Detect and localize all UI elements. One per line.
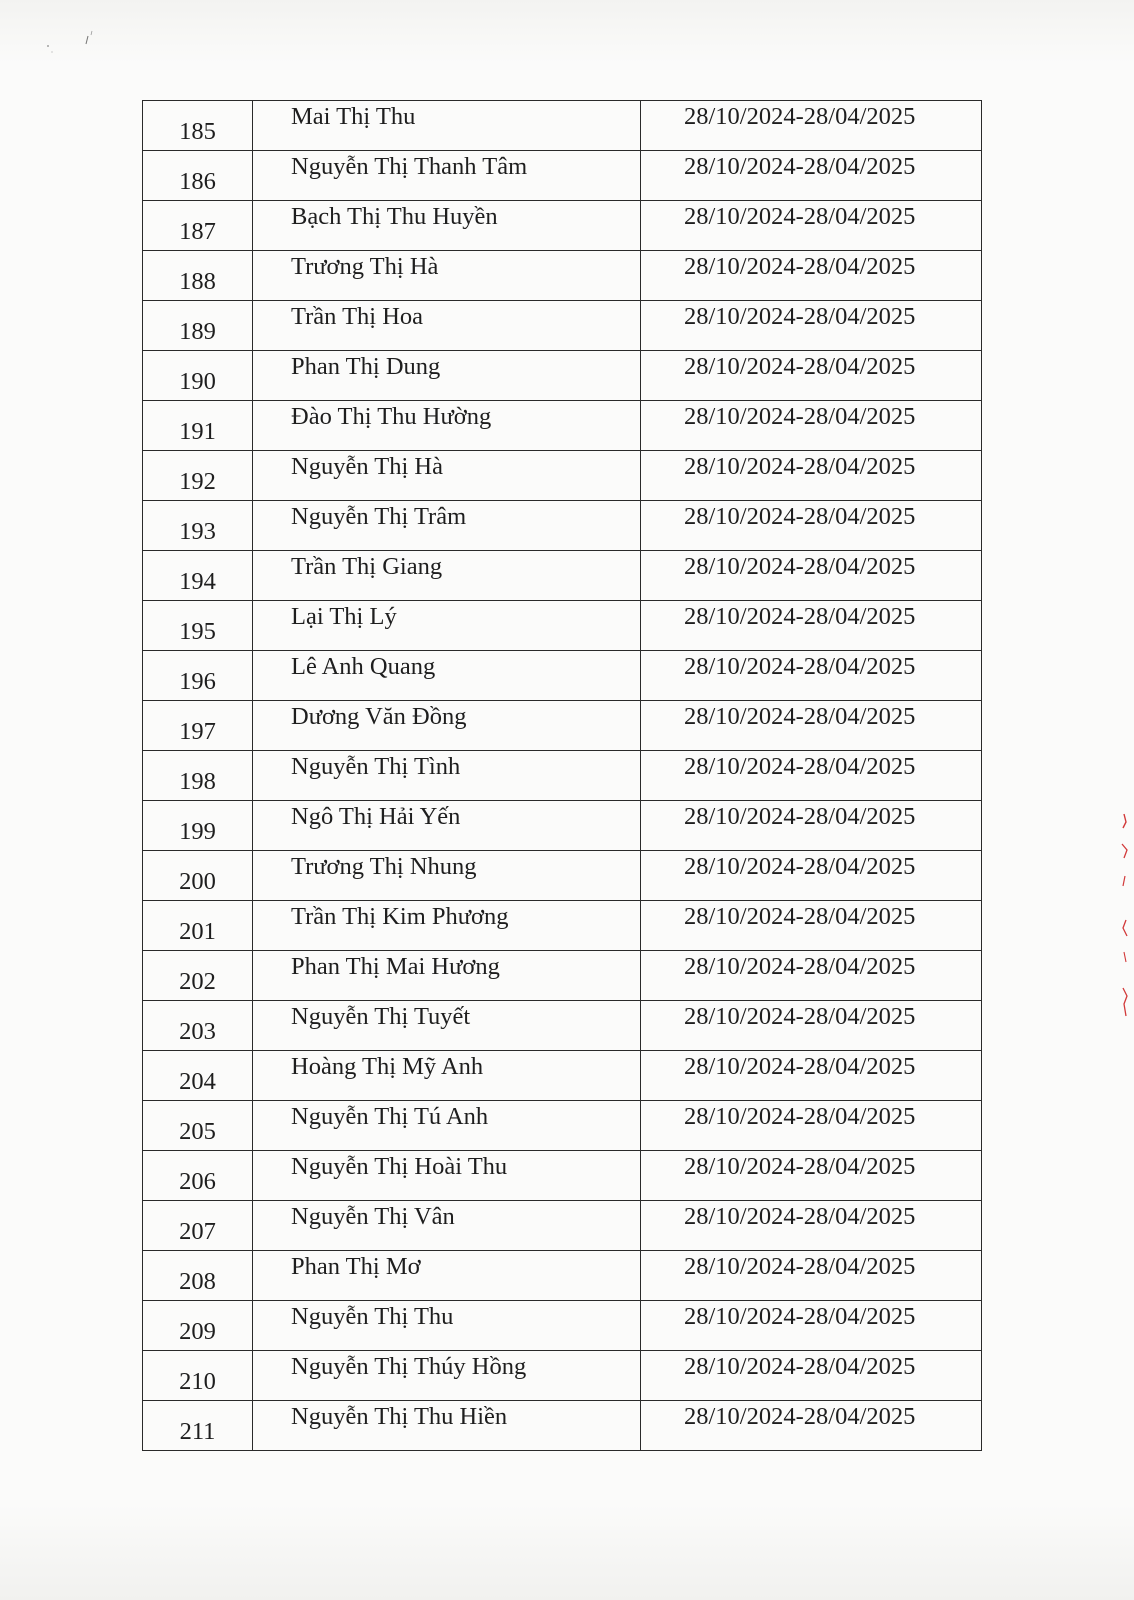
staff-name-cell: Nguyễn Thị Tuyết xyxy=(253,1001,641,1051)
table-row xyxy=(143,351,982,401)
staff-name-cell: Đào Thị Thu Hường xyxy=(253,401,641,451)
staff-name-cell: Nguyễn Thị Trâm xyxy=(253,501,641,551)
staff-name-cell: Nguyễn Thị Thúy Hồng xyxy=(253,1351,641,1401)
table-row xyxy=(143,1101,982,1151)
staff-name-cell: Nguyễn Thị Tình xyxy=(253,751,641,801)
period-cell: 28/10/2024-28/04/2025 xyxy=(641,301,982,351)
row-number-cell: 196 xyxy=(143,651,253,701)
staff-name-cell: Nguyễn Thị Tú Anh xyxy=(253,1101,641,1151)
table-row xyxy=(143,601,982,651)
period-cell: 28/10/2024-28/04/2025 xyxy=(641,201,982,251)
period-cell: 28/10/2024-28/04/2025 xyxy=(641,1401,982,1451)
staff-name-cell: Phan Thị Dung xyxy=(253,351,641,401)
period-cell: 28/10/2024-28/04/2025 xyxy=(641,1351,982,1401)
period-cell: 28/10/2024-28/04/2025 xyxy=(641,351,982,401)
period-cell: 28/10/2024-28/04/2025 xyxy=(641,551,982,601)
table-row xyxy=(143,201,982,251)
table-row xyxy=(143,951,982,1001)
staff-name-cell: Mai Thị Thu xyxy=(253,101,641,151)
period-cell: 28/10/2024-28/04/2025 xyxy=(641,951,982,1001)
table-row xyxy=(143,1251,982,1301)
row-number-cell: 187 xyxy=(143,201,253,251)
period-cell: 28/10/2024-28/04/2025 xyxy=(641,901,982,951)
period-cell: 28/10/2024-28/04/2025 xyxy=(641,1151,982,1201)
table-row xyxy=(143,701,982,751)
row-number-cell: 201 xyxy=(143,901,253,951)
row-number-cell: 207 xyxy=(143,1201,253,1251)
row-number-cell: 210 xyxy=(143,1351,253,1401)
period-cell: 28/10/2024-28/04/2025 xyxy=(641,251,982,301)
period-cell: 28/10/2024-28/04/2025 xyxy=(641,1001,982,1051)
scan-speck-marks xyxy=(40,30,110,60)
staff-name-cell: Nguyễn Thị Vân xyxy=(253,1201,641,1251)
period-cell: 28/10/2024-28/04/2025 xyxy=(641,501,982,551)
row-number-cell: 197 xyxy=(143,701,253,751)
margin-stamp-marks xyxy=(1118,812,1132,1022)
table-row xyxy=(143,501,982,551)
period-cell: 28/10/2024-28/04/2025 xyxy=(641,1251,982,1301)
table-row xyxy=(143,551,982,601)
row-number-cell: 195 xyxy=(143,601,253,651)
row-number-cell: 208 xyxy=(143,1251,253,1301)
row-number-cell: 200 xyxy=(143,851,253,901)
period-cell: 28/10/2024-28/04/2025 xyxy=(641,451,982,501)
period-cell: 28/10/2024-28/04/2025 xyxy=(641,751,982,801)
row-number-cell: 202 xyxy=(143,951,253,1001)
row-number-cell: 205 xyxy=(143,1101,253,1151)
table-row xyxy=(143,1301,982,1351)
row-number-cell: 193 xyxy=(143,501,253,551)
row-number-cell: 192 xyxy=(143,451,253,501)
table-row xyxy=(143,1201,982,1251)
row-number-cell: 199 xyxy=(143,801,253,851)
row-number-cell: 203 xyxy=(143,1001,253,1051)
period-cell: 28/10/2024-28/04/2025 xyxy=(641,401,982,451)
table-row xyxy=(143,401,982,451)
period-cell: 28/10/2024-28/04/2025 xyxy=(641,101,982,151)
table-row xyxy=(143,801,982,851)
row-number-cell: 188 xyxy=(143,251,253,301)
row-number-cell: 206 xyxy=(143,1151,253,1201)
row-number-cell: 211 xyxy=(143,1401,253,1451)
row-number-cell: 186 xyxy=(143,151,253,201)
staff-name-cell: Trần Thị Hoa xyxy=(253,301,641,351)
table-row xyxy=(143,101,982,151)
table-row xyxy=(143,851,982,901)
table-row xyxy=(143,151,982,201)
period-cell: 28/10/2024-28/04/2025 xyxy=(641,701,982,751)
row-number-cell: 191 xyxy=(143,401,253,451)
period-cell: 28/10/2024-28/04/2025 xyxy=(641,1201,982,1251)
row-number-cell: 194 xyxy=(143,551,253,601)
table-row xyxy=(143,901,982,951)
row-number-cell: 189 xyxy=(143,301,253,351)
table-row xyxy=(143,1351,982,1401)
staff-name-cell: Nguyễn Thị Hà xyxy=(253,451,641,501)
table-row xyxy=(143,1001,982,1051)
period-cell: 28/10/2024-28/04/2025 xyxy=(641,1051,982,1101)
period-cell: 28/10/2024-28/04/2025 xyxy=(641,1301,982,1351)
staff-name-cell: Phan Thị Mai Hương xyxy=(253,951,641,1001)
period-cell: 28/10/2024-28/04/2025 xyxy=(641,601,982,651)
staff-name-cell: Hoàng Thị Mỹ Anh xyxy=(253,1051,641,1101)
row-number-cell: 185 xyxy=(143,101,253,151)
table-row xyxy=(143,451,982,501)
period-cell: 28/10/2024-28/04/2025 xyxy=(641,1101,982,1151)
row-number-cell: 209 xyxy=(143,1301,253,1351)
staff-name-cell: Ngô Thị Hải Yến xyxy=(253,801,641,851)
staff-name-cell: Lại Thị Lý xyxy=(253,601,641,651)
roster-table-body xyxy=(143,101,982,1451)
table-row xyxy=(143,1401,982,1451)
staff-name-cell: Phan Thị Mơ xyxy=(253,1251,641,1301)
table-row xyxy=(143,751,982,801)
staff-name-cell: Nguyễn Thị Hoài Thu xyxy=(253,1151,641,1201)
staff-name-cell: Trần Thị Kim Phương xyxy=(253,901,641,951)
row-number-cell: 190 xyxy=(143,351,253,401)
table-row xyxy=(143,1051,982,1101)
staff-name-cell: Dương Văn Đồng xyxy=(253,701,641,751)
staff-name-cell: Trương Thị Hà xyxy=(253,251,641,301)
staff-name-cell: Nguyễn Thị Thu Hiền xyxy=(253,1401,641,1451)
staff-name-cell: Trần Thị Giang xyxy=(253,551,641,601)
period-cell: 28/10/2024-28/04/2025 xyxy=(641,651,982,701)
period-cell: 28/10/2024-28/04/2025 xyxy=(641,801,982,851)
staff-name-cell: Lê Anh Quang xyxy=(253,651,641,701)
period-cell: 28/10/2024-28/04/2025 xyxy=(641,151,982,201)
row-number-cell: 198 xyxy=(143,751,253,801)
staff-name-cell: Bạch Thị Thu Huyền xyxy=(253,201,641,251)
staff-name-cell: Nguyễn Thị Thu xyxy=(253,1301,641,1351)
staff-name-cell: Nguyễn Thị Thanh Tâm xyxy=(253,151,641,201)
period-cell: 28/10/2024-28/04/2025 xyxy=(641,851,982,901)
staff-roster-table xyxy=(142,100,982,1451)
row-number-cell: 204 xyxy=(143,1051,253,1101)
table-row xyxy=(143,251,982,301)
table-row xyxy=(143,301,982,351)
table-row xyxy=(143,651,982,701)
staff-name-cell: Trương Thị Nhung xyxy=(253,851,641,901)
table-row xyxy=(143,1151,982,1201)
